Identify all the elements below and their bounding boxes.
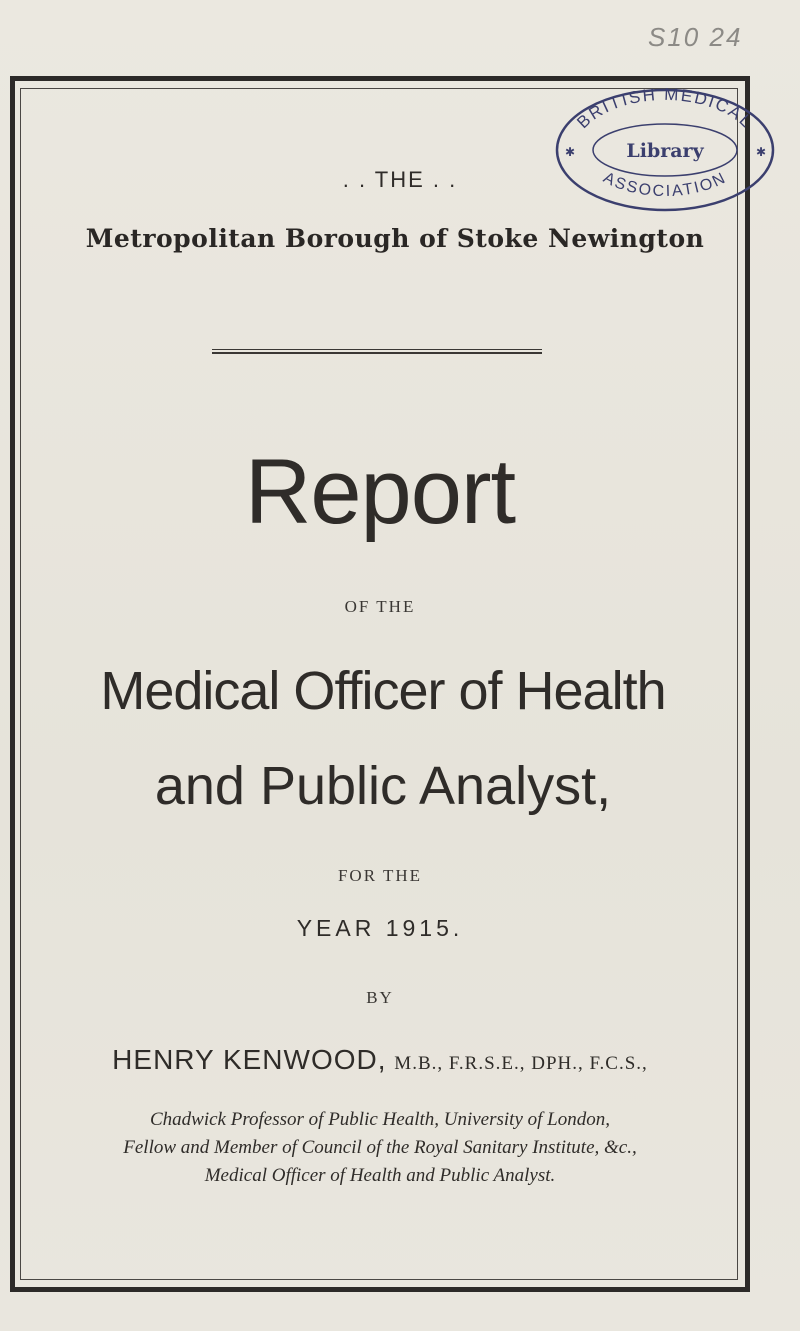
description-line: Chadwick Professor of Public Health, University of London,	[149, 1109, 610, 1130]
author-line	[0, 1044, 760, 1076]
stamp-top-text: BRITISH MEDICAL	[573, 84, 757, 133]
stamp-star-icon: ✱	[565, 145, 576, 159]
stamp-bottom-text: ASSOCIATION	[600, 169, 730, 201]
author-name: HENRY KENWOOD,	[112, 1044, 387, 1075]
year-text: YEAR 1915.	[296, 915, 464, 941]
the-heading: . . THE . .	[342, 167, 458, 192]
stamp-star-icon: ✱	[756, 145, 767, 159]
library-stamp	[553, 82, 777, 214]
description-line: Fellow and Member of Council of the Royal Sanitary Institute, &c.,	[123, 1137, 637, 1158]
borough-heading: Metropolitan Borough of Stoke Newington	[85, 224, 705, 253]
author-qualifications: M.B., F.R.S.E., DPH., F.C.S.,	[394, 1053, 648, 1074]
report-title: Report	[244, 441, 516, 543]
stamp-center-text: Library	[626, 140, 704, 162]
shelf-mark: S10 24	[648, 22, 743, 52]
divider-rule	[212, 349, 542, 354]
title-line-1: Medical Officer of Health	[100, 661, 666, 721]
by-text: BY	[366, 988, 394, 1007]
title-line-2: and Public Analyst,	[154, 756, 612, 816]
of-the-text: OF THE	[344, 597, 416, 616]
for-the-text: FOR THE	[337, 866, 423, 885]
author-description	[0, 1106, 760, 1190]
description-line: Medical Officer of Health and Public Analyst.	[204, 1165, 556, 1186]
